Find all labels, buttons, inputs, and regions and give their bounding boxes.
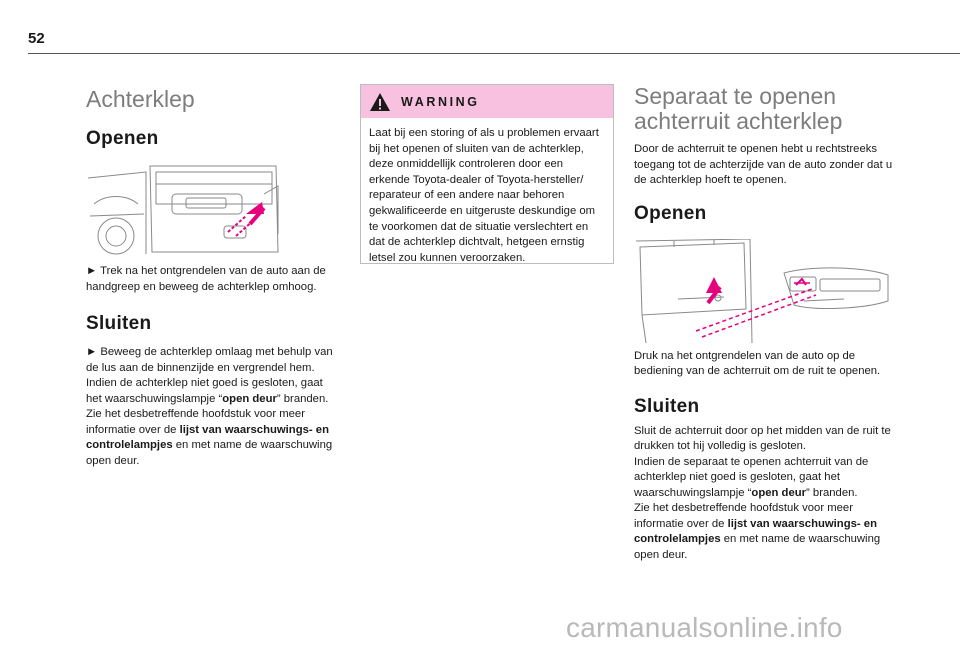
column-left	[86, 80, 341, 469]
window-warning-lamp-note: Indien de separaat te openen achterruit van de achterklep niet goed is gesloten, gaat het waarschuwingslampje “open deur” branden.	[634, 455, 869, 499]
warning-text: Laat bij een storing of als u problemen ervaart bij het openen of sluiten van de achterklep, deze onmiddellijk controleren door een erkende Toyota-dealer of Toyota-hersteller/ reparateur of een andere naar behoren gekwalificeerde en uitgeruste deskundige om te voorkomen dat de situatie verslechtert en dat de achterklep dichtvalt, hetgeen ernstig letsel zou kunnen veroorzaken.	[369, 127, 599, 264]
column-middle	[360, 84, 614, 264]
section-title-rear-window: Separaat te openen achterruit achterklep	[634, 83, 843, 134]
warning-box	[360, 84, 614, 264]
watermark: carmanualsonline.info	[566, 612, 843, 643]
window-reference-note: Zie het desbetreffende hoofdstuk voor meer informatie over de lijst van waarschuwings- en controlelampjes en met name de waarschuwing open deur.	[634, 502, 881, 561]
warning-triangle-icon	[369, 92, 391, 112]
rear-window-open-illustration	[634, 239, 890, 343]
close-warning-lamp-note: Indien de achterklep niet goed is gesloten, gaat het waarschuwingslampje “open deur” branden.	[86, 377, 329, 405]
open-instruction: ► Trek na het ontgrendelen van de auto aan de handgreep en beweeg de achterklep omhoog.	[86, 265, 326, 293]
section-title-tailgate: Achterklep	[86, 86, 195, 112]
column-right	[634, 80, 894, 563]
rear-window-intro: Door de achterruit te openen hebt u rechtstreeks toegang tot de achterzijde van de auto zonder dat u de achterklep hoeft te openen.	[634, 143, 893, 186]
window-close-step: Sluit de achterruit door op het midden van de ruit te drukken tot hij volledig is gesloten.	[634, 424, 891, 452]
heading-close-window: Sluiten	[634, 395, 700, 417]
window-open-instruction: Druk na het ontgrendelen van de auto op de bediening van de achterruit om de ruit te openen.	[634, 349, 881, 377]
warning-title: WARNING	[401, 94, 480, 109]
close-reference-note: Zie het desbetreffende hoofdstuk voor meer informatie over de lijst van waarschuwings- en controlelampjes en met name de waarschuwing open deur.	[86, 408, 333, 467]
header-divider	[28, 53, 960, 54]
page-number: 52	[28, 30, 45, 47]
heading-open: Openen	[86, 128, 159, 149]
heading-open-window: Openen	[634, 202, 707, 224]
heading-close: Sluiten	[86, 313, 152, 334]
warning-header	[361, 85, 613, 118]
tailgate-open-illustration	[86, 164, 282, 256]
close-instruction	[86, 345, 341, 469]
close-step: ► Beweeg de achterklep omlaag met behulp van de lus aan de binnenzijde en vergrendel hem.	[86, 346, 333, 374]
window-close-instruction	[634, 424, 894, 564]
